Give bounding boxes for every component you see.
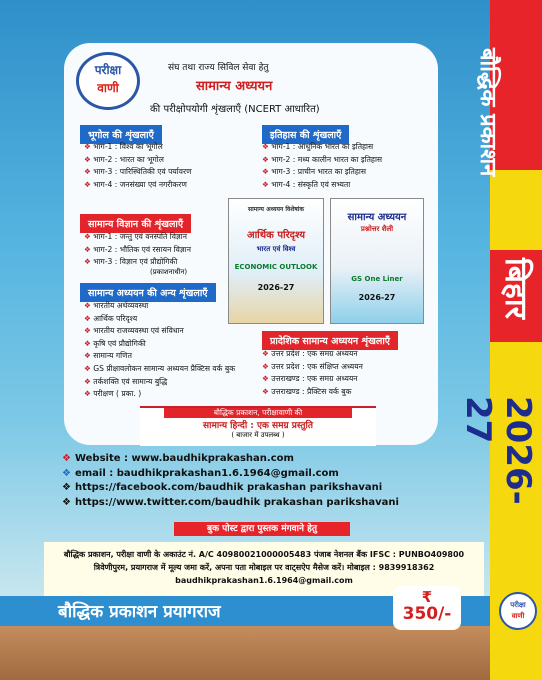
science-list	[84, 231, 191, 269]
list-item: ❖ भारतीय अर्थव्यवस्था	[84, 300, 235, 313]
spine-logo-line2: वाणी	[511, 612, 525, 620]
book2-title: सामान्य अध्ययन	[347, 212, 407, 223]
book1-year: 2026-27	[257, 283, 295, 292]
twitter-link[interactable]	[62, 496, 399, 511]
regional-section-title: प्रादेशिक सामान्य अध्ययन शृंखलाएँ	[262, 331, 398, 350]
list-item: ❖ GS प्रीक्षावलोकन सामान्य अध्ययन प्रैक्टिस वर्क बुक	[84, 363, 235, 376]
twitter-text: https://www.twitter.com/baudhik prakashan parikshavani	[74, 496, 399, 508]
promo-line2: सामान्य हिन्दी : एक समग्र प्रस्तुति	[203, 421, 313, 431]
book1-top: सामान्य अध्ययन विशेषांक	[248, 206, 304, 213]
list-item: ❖ उत्तराखण्ड : प्रैक्टिस वर्क बुक	[262, 386, 363, 399]
list-item: ❖ उत्तर प्रदेश : एक संक्षिप्त अध्ययन	[262, 361, 363, 374]
book1-title: आर्थिक परिदृश्य	[246, 230, 306, 241]
science-section-title: सामान्य विज्ञान की शृंखलाएँ	[80, 214, 191, 233]
header-note: (NCERT आधारित)	[244, 104, 320, 115]
email-link[interactable]	[62, 467, 399, 482]
geography-list	[84, 141, 192, 191]
list-item: ❖ भाग-1 : विश्व का भूगोल	[84, 141, 192, 154]
river-scene	[0, 626, 490, 680]
globe-icon: ❖	[62, 453, 71, 464]
regional-list	[262, 348, 363, 398]
website-link[interactable]	[62, 452, 399, 467]
list-item: ❖ भाग-1 : जन्तु एवं वनस्पति विज्ञान	[84, 231, 191, 244]
publisher-name: बौद्धिक प्रकाशन प्रयागराज	[58, 602, 221, 622]
other-section-title: सामान्य अध्ययन की अन्य शृंखलाएँ	[80, 283, 216, 302]
list-item: ❖ परीक्षण ( प्रका. )	[84, 388, 235, 401]
book2-sub: प्रश्नोत्तर शैली	[360, 225, 394, 233]
geography-section-title: भूगोल की शृंखलाएँ	[80, 125, 162, 144]
list-item: ❖ भाग-2 : मध्य कालीन भारत का इतिहास	[262, 154, 382, 167]
book1-tag: ECONOMIC OUTLOOK	[234, 263, 318, 271]
promo-box	[140, 406, 376, 446]
mail-icon: ❖	[62, 467, 71, 479]
list-item: ❖ सामान्य गणित	[84, 350, 235, 363]
list-item: ❖ तर्कशक्ति एवं सामान्य बुद्धि	[84, 376, 235, 389]
book1-sub: भारत एवं विश्व	[256, 245, 296, 253]
spine-year: 2026-27	[458, 396, 538, 505]
parikshavani-logo	[76, 52, 140, 110]
logo-line1: परीक्षा	[94, 63, 122, 77]
spine-logo-line1: परीक्षा	[510, 601, 526, 609]
list-item: ❖ उत्तराखण्ड : एक समग्र अध्ययन	[262, 373, 363, 386]
spine-state: बिहार	[498, 258, 533, 319]
book2-tag: GS One Liner	[351, 275, 403, 283]
post-line1: बौद्धिक प्रकाशन, परीक्षा वाणी के अकाउंट नं. A/C 40980021000005483 पंजाब नेशनल बैंक IFSC : PUNBO409800	[63, 550, 465, 559]
science-note: (प्रकाशनाधीन)	[150, 268, 188, 276]
header-subtitle-text: की परीक्षोपयोगी शृंखलाएँ	[150, 104, 242, 115]
header-title: सामान्य अध्ययन	[196, 79, 273, 94]
promo-line3: ( बाजार में उपलब्ध )	[231, 431, 285, 439]
facebook-link[interactable]	[62, 481, 399, 496]
spine-publisher: बौद्धिक प्रकाशन	[475, 48, 500, 177]
book2-year: 2026-27	[358, 293, 396, 302]
list-item: ❖ आर्थिक परिदृश्य	[84, 313, 235, 326]
twitter-icon: ❖	[62, 496, 71, 508]
list-item: ❖ भाग-2 : भारत का भूगोल	[84, 154, 192, 167]
list-item: ❖ भाग-1 : आधुनिक भारत का इतिहास	[262, 141, 382, 154]
list-item: ❖ उत्तर प्रदेश : एक समग्र अध्ययन	[262, 348, 363, 361]
post-heading: बुक पोस्ट द्वारा पुस्तक मंगवाने हेतु	[174, 522, 350, 536]
book-cover-economics	[228, 198, 324, 324]
logo-line2: वाणी	[97, 81, 119, 95]
other-list	[84, 300, 235, 401]
list-item: ❖ भारतीय राजव्यवस्था एवं संविधान	[84, 325, 235, 338]
post-line3: baudhikprakashan1.6.1964@gmail.com	[175, 576, 353, 585]
history-list	[262, 141, 382, 191]
header-line1: संघ तथा राज्य सिविल सेवा हेतु	[168, 63, 269, 73]
header-subtitle	[150, 101, 320, 115]
history-section-title: इतिहास की शृंखलाएँ	[262, 125, 349, 144]
email-text: email : baudhikprakashan1.6.1964@gmail.com	[74, 467, 339, 479]
contact-links	[62, 452, 399, 510]
book-cover-gs	[330, 198, 424, 324]
post-line2: त्रिवेणीपुरम, प्रयागराज में मूल्य जमा करें, अपना पता मोबाइल पर वाट्सऐप मैसेज करें। मोबाइल : 9839918362	[93, 563, 435, 572]
list-item: ❖ कृषि एवं प्रौद्योगिकी	[84, 338, 235, 351]
price-value: 350/-	[402, 604, 452, 624]
list-item: ❖ भाग-3 : विज्ञान एवं प्रौद्योगिकी	[84, 256, 191, 269]
list-item: ❖ भाग-2 : भौतिक एवं रसायन विज्ञान	[84, 244, 191, 257]
rupee-icon: ₹	[421, 588, 433, 606]
facebook-text: https://facebook.com/baudhik prakashan parikshavani	[74, 482, 383, 493]
facebook-icon: ❖	[62, 482, 71, 493]
promo-line1: बौद्धिक प्रकाशन, परीक्षावाणी की	[164, 408, 352, 418]
list-item: ❖ भाग-4 : संस्कृति एवं सभ्यता	[262, 179, 382, 192]
price-tag	[393, 586, 461, 630]
spine-logo	[499, 592, 537, 630]
list-item: ❖ भाग-3 : पारिस्थितिकी एवं पर्यावरण	[84, 166, 192, 179]
list-item: ❖ भाग-3 : प्राचीन भारत का इतिहास	[262, 166, 382, 179]
list-item: ❖ भाग-4 : जनसंख्या एवं नगरीकरण	[84, 179, 192, 192]
website-text: Website : www.baudhikprakashan.com	[74, 453, 294, 464]
